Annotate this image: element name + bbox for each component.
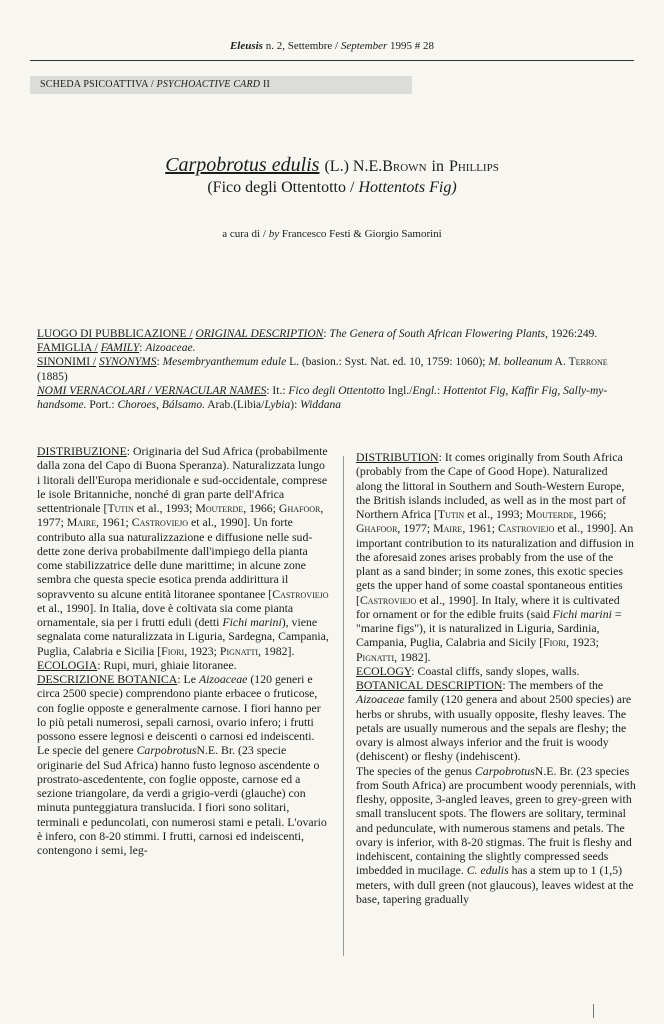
text-run: ), viene segnalata come naturalizzata in Liguria, Sardegna, Campania, Puglia, Calabria e Sicilia [ bbox=[37, 615, 329, 658]
text-run: et al., 1990]. Un forte contributo alla sua naturalizzazione e diffusione nelle sud-dette zone deriva probabilmente dall'impiego della pianta come stabilizzatrice delle dune marittime; in alcune zone sembra che questa specie esotica prenda addirittura il sopravvento su alcune entità litoranee spontanee [ bbox=[37, 515, 313, 601]
species-paragraph bbox=[356, 764, 636, 907]
text-run: et al., 1993; bbox=[133, 501, 196, 515]
famiglia-label-en: FAMILY bbox=[100, 342, 140, 355]
cite-mouterde: Mouterde bbox=[525, 507, 574, 521]
cite-maire: Maire bbox=[433, 521, 463, 536]
aizoaceae: Aizoaceae bbox=[198, 672, 248, 686]
metadata-block bbox=[37, 327, 627, 412]
synonym-2-year: (1885) bbox=[37, 370, 68, 383]
luogo-year: 1926:249. bbox=[550, 328, 598, 340]
cite-castroviejo: Castroviejo bbox=[131, 515, 189, 530]
luogo-label-en: ORIGINAL DESCRIPTION bbox=[195, 328, 324, 340]
cite-ghafoor: Ghafoor bbox=[356, 521, 398, 536]
margin-mark bbox=[593, 1004, 594, 1018]
text-run: , 1923; bbox=[566, 635, 599, 650]
text-run: et al., 1990]. In Italy, where it is cultivated for ornament or for the edible fruits (said bbox=[356, 592, 620, 621]
card-label-en: PSYCHOACTIVE CARD bbox=[156, 79, 261, 90]
synonym-2-author: A. bbox=[554, 356, 566, 369]
species-name: Carpobrotus edulis bbox=[165, 154, 320, 176]
carpobrotus: Carpobrotus bbox=[474, 763, 535, 778]
cite-tutin: Tutin bbox=[437, 507, 465, 521]
text-run: , 1961; bbox=[95, 515, 132, 530]
aizoaceae: Aizoaceae bbox=[356, 692, 405, 707]
synonym-1-rest: L. (basion.: Syst. Nat. ed. 10, 1759: 1060); bbox=[289, 356, 486, 369]
text-run: , 1923; bbox=[184, 643, 220, 658]
distribution-paragraph: DISTRIBUTION: It comes originally from South Africa (probably from the Cape of Good Hope). Naturalized along the littoral in Southern and South-Western Europe, the British islands included, as well as in the most part of Northern Africa [Tutin et al., 1993; Mouterde, 1966; Ghafoor, 1977; Maire, 1961; Castroviejo et al., 1990]. An important contribution to its naturalization and diffusion in the aforesaid zones arises probably from the use of the plant as a sand binder; in some zones, this exotic species gets the upper hand of some coastal spontaneous entities [Castroviejo et al., 1990]. In Italy, where it is cultivated for ornament or for the edible fruits (said Fichi marini = "marine figs"), it is naturalized in Liguria, Sardinia, Campania, Puglia, Calabria and Sicily [Fiori, 1923; Pignatti, 1982]. bbox=[356, 450, 634, 664]
nomi-arab-value: Widdana bbox=[300, 399, 342, 412]
card-band bbox=[30, 76, 412, 94]
ecology-text: Coastal cliffs, sandy slopes, walls. bbox=[417, 663, 580, 678]
cite-pignatti: Pignatti bbox=[356, 649, 395, 664]
card-label-it: SCHEDA PSICOATTIVA / bbox=[40, 79, 154, 90]
text-run: Originaria del Sud Africa (probabilmente dalla zona del Capo di Buona Speranza). Naturalizzata lungo i litorali dell'Europa meridionale e sud-occidentale, comprese le isole Britanniche, nonché di gran parte dell'Africa settentrionale [ bbox=[37, 444, 328, 515]
year-page: 1995 # 28 bbox=[390, 40, 435, 52]
c-edulis: C. edulis bbox=[466, 863, 509, 878]
column-divider bbox=[343, 456, 344, 956]
text-run: family (120 genera and about 2500 species) are herbs or shrubs, with usually opposite, fleshy leaves. The petals are usually numerous and the sepals are fleshy; the ovary is almost always inferior and the fruit is woody (dehiscent) or fleshy (indehiscent). bbox=[356, 692, 632, 764]
text-run: , 1977; bbox=[37, 501, 324, 530]
page-title bbox=[0, 154, 664, 177]
specie-paragraph bbox=[37, 743, 330, 857]
text-run: , 1977; bbox=[397, 521, 434, 536]
text-run: It comes originally from South Africa (probably from the Cape of Good Hope). Naturalized along the littoral in Southern and South-Western Europe, the British islands included, as well as in the most part of Northern Africa [ bbox=[356, 450, 626, 521]
nomi-it-value: Fico degli Ottentotto bbox=[288, 384, 385, 397]
fichi-marini: Fichi marini bbox=[222, 615, 282, 629]
card-number: II bbox=[262, 79, 270, 90]
distribuzione-label: DISTRIBUZIONE bbox=[37, 444, 127, 458]
sinonimi-label: SINONIMI / bbox=[37, 356, 97, 369]
famiglia-label: FAMIGLIA / bbox=[37, 342, 98, 355]
italian-column bbox=[37, 444, 330, 857]
text-run: Le specie del genere bbox=[37, 743, 137, 758]
text-run: (120 generi e circa 2500 specie) comprendono piante erbacee o fruticose, con foglie opposte e generalmente carnose. I fiori hanno per lo più petali numerosi, sepali carnosi, ovario infero; i frutti possono essere legnosi e deiscenti o carnosi ed indeiscenti. bbox=[37, 672, 321, 743]
running-header bbox=[0, 40, 664, 52]
text-run: et al., 1990]. An important contribution to its naturalization and diffusion in the aforesaid zones arises probably from the use of the plant as a sand binder; in some zones, this exotic species gets the upper hand of some coastal spontaneous entities [ bbox=[356, 521, 634, 607]
text-run: = "marine figs"), it is naturalized in Liguria, Sardinia, Campania, Puglia, Calabria and Sicily [ bbox=[356, 606, 622, 650]
nomi-port: Port.: bbox=[89, 399, 115, 412]
nomi-en-value: Hottentot Fig, Kaffir Fig, Sally-my-handsome. bbox=[37, 384, 608, 412]
in-word: in bbox=[431, 158, 444, 175]
cite-castroviejo: Castroviejo bbox=[272, 586, 329, 601]
synonym-2-sc: Terrone bbox=[568, 356, 608, 369]
text-run: et al., 1990]. In Italia, dove è coltivata sia come pianta ornamentale, sia per i frutti eduli (detti bbox=[37, 600, 294, 629]
authority: (L.) N.E. bbox=[324, 158, 383, 175]
author-2: Phillips bbox=[448, 158, 499, 175]
text-run: , 1966; bbox=[243, 501, 279, 515]
distribuzione-paragraph: DISTRIBUZIONE: Originaria del Sud Africa (probabilmente dalla zona del Capo di Buona Speranza). Naturalizzata lungo i litorali dell'Europa meridionale e sud-occidentale, comprese le isole Britanniche, nonché di gran parte dell'Africa settentrionale [Tutin et al., 1993; Mouterde, 1966; Ghafoor, 1977; Maire, 1961; Castroviejo et al., 1990]. Un forte contributo alla sua naturalizzazione e diffusione nelle sud-dette zone deriva probabilmente dall'impiego della pianta come stabilizzatrice delle dune marittime; in alcune zone sembra che questa specie esotica prenda addirittura il sopravvento su alcune entità litoranee spontanee [Castroviejo et al., 1990]. In Italia, dove è coltivata sia come pianta ornamentale, sia per i frutti eduli (detti Fichi marini), viene segnalata come naturalizzata in Liguria, Sardegna, Campania, Puglia, Calabria e Sicilia [Fiori, 1923; Pignatti, 1982]. bbox=[37, 444, 329, 658]
author-1: Brown bbox=[382, 158, 427, 175]
botanical-label: BOTANICAL DESCRIPTION bbox=[356, 678, 503, 692]
family-line: FAMIGLIA / FAMILY: Aizoaceae. bbox=[37, 342, 196, 355]
editors-prefix: a cura di / bbox=[222, 228, 266, 240]
text-run: has a stem up to 1 (1,5) meters, with dull green (not glaucous), leaves widest at the base, tapering gradually bbox=[356, 863, 634, 906]
ecologia-text: Rupi, muri, ghiaie litoranee. bbox=[103, 657, 237, 672]
text-run: Le bbox=[183, 672, 199, 686]
editors-line bbox=[0, 228, 664, 240]
ecology-paragraph: ECOLOGY: Coastal cliffs, sandy slopes, walls. bbox=[356, 663, 580, 678]
nomi-label: NOMI VERNACOLARI / VERNACULAR NAMES bbox=[37, 384, 267, 397]
text-run: The species of the genus bbox=[356, 763, 475, 778]
distribution-label: DISTRIBUTION bbox=[356, 450, 439, 464]
cite-ghafoor: Ghafoor bbox=[278, 501, 321, 515]
text-run: , 1982]. bbox=[394, 649, 431, 664]
vernacular-line: NOMI VERNACOLARI / VERNACULAR NAMES: It.: Fico degli Ottentotto Ingl./Engl.: Hottentot Fig, Kaffir Fig, Sally-my-handsome. Port.: Choroes, Bálsamo. Arab.(Libia/Lybia): Widdana bbox=[37, 384, 608, 412]
descrizione-paragraph: DESCRIZIONE BOTANICA: Le Aizoaceae (120 generi e circa 2500 specie) comprendono piante erbacee o fruticose, con foglie opposte e generalmente carnose. I fiori hanno per lo più petali numerosi, sepali carnosi, ovario infero; i frutti possono essere legnosi e deiscenti o carnosi ed indeiscenti. bbox=[37, 672, 321, 743]
issue-info: n. 2, Settembre / bbox=[265, 40, 339, 52]
synonym-1: Mesembryanthemum edule bbox=[162, 356, 287, 369]
original-description: LUOGO DI PUBBLICAZIONE / ORIGINAL DESCRIPTION: The Genera of South African Flowering Plants, 1926:249. bbox=[37, 328, 598, 340]
nomi-arab: Arab.(Libia/ bbox=[207, 399, 265, 412]
common-names bbox=[0, 179, 664, 197]
synonyms-line: SINONIMI / SYNONYMS: Mesembryanthemum edule L. (basion.: Syst. Nat. ed. 10, 1759: 1060); M. bolleanum A. Terrone (1885) bbox=[37, 356, 608, 383]
cite-castroviejo: Castroviejo bbox=[359, 592, 417, 607]
cite-fiori: Fiori bbox=[161, 643, 185, 658]
cite-tutin: Tutin bbox=[107, 501, 134, 515]
nomi-ingl: Ingl./ bbox=[387, 384, 413, 397]
issue-info-en: September bbox=[340, 40, 388, 52]
botanical-paragraph: BOTANICAL DESCRIPTION: The members of the Aizoaceae family (120 genera and about 2500 species) are herbs or shrubs, with usually opposite, fleshy leaves. The petals are usually numerous and the sepals are fleshy; the ovary is almost always inferior and the fruit is woody (dehiscent) or fleshy (indehiscent). bbox=[356, 678, 632, 764]
cite-maire: Maire bbox=[66, 515, 96, 530]
text-run: N.E. Br. (23 specie originarie del Sud Africa) hanno fusto legnoso ascendente o prostrato-ascedentente, con foglie opposte, carnose ed a sezione triangolare, da verdi a grigio-verdi (glauche) con minuta punteggiatura translucida. I fiori sono solitari, terminali e peduncolati, con numerosi stami e petali. L'ovario è infero, con 8-20 stimmi. I frutti, carnosi ed indeiscenti, contengono i semi, leg- bbox=[37, 743, 327, 857]
common-name-it: (Fico degli Ottentotto / bbox=[207, 179, 355, 196]
luogo-title: The Genera of South African Flowering Plants, bbox=[329, 328, 549, 340]
english-column bbox=[356, 450, 636, 906]
nomi-arab-en: Lybia bbox=[264, 399, 291, 412]
sinonimi-label-en: SYNONYMS bbox=[98, 356, 157, 369]
ecology-label: ECOLOGY bbox=[356, 663, 412, 678]
cite-pignatti: Pignatti bbox=[219, 643, 259, 658]
descrizione-label: DESCRIZIONE BOTANICA bbox=[37, 672, 178, 686]
editors-by: by bbox=[268, 228, 280, 240]
fichi-marini: Fichi marini bbox=[552, 606, 612, 621]
famiglia-value: Aizoaceae. bbox=[145, 342, 196, 355]
synonym-2: M. bolleanum bbox=[488, 356, 553, 369]
text-run: et al., 1993; bbox=[464, 507, 526, 521]
cite-mouterde: Mouterde bbox=[195, 501, 244, 515]
text-run: , 1982]. bbox=[258, 643, 295, 658]
nomi-it: It.: bbox=[272, 384, 286, 397]
text-run: The members of the bbox=[508, 678, 604, 692]
text-run: N.E. Br. (23 species from South Africa) are procumbent woody perennials, with fleshy, opposite, 3-angled leaves, green to grey-green with small translucent spots. The flowers are solitary, terminal and pedunculate, with numerous stamens and petals. The ovary is inferior, with 8-20 stigmas. The fruit is fleshy and indehiscent, containing the slightly compressed seeds imbedded in mucilage. bbox=[356, 763, 636, 878]
editors-names: Francesco Festi & Giorgio Samorini bbox=[281, 228, 442, 240]
text-run: , 1961; bbox=[462, 521, 499, 536]
nomi-engl: Engl. bbox=[412, 384, 437, 397]
text-run: , 1966; bbox=[573, 507, 607, 521]
carpobrotus: Carpobrotus bbox=[136, 743, 197, 758]
cite-fiori: Fiori bbox=[543, 635, 567, 650]
luogo-label: LUOGO DI PUBBLICAZIONE / bbox=[37, 328, 193, 340]
common-name-en: Hottentots Fig) bbox=[358, 179, 457, 196]
title-block bbox=[0, 154, 664, 197]
header-rule bbox=[30, 60, 634, 61]
nomi-port-value: Choroes, Bálsamo. bbox=[117, 399, 205, 412]
cite-castroviejo: Castroviejo bbox=[498, 521, 555, 536]
ecologia-label: ECOLOGIA bbox=[37, 657, 98, 672]
ecologia-paragraph: ECOLOGIA: Rupi, muri, ghiaie litoranee. bbox=[37, 657, 237, 672]
journal-name: Eleusis bbox=[229, 40, 263, 52]
